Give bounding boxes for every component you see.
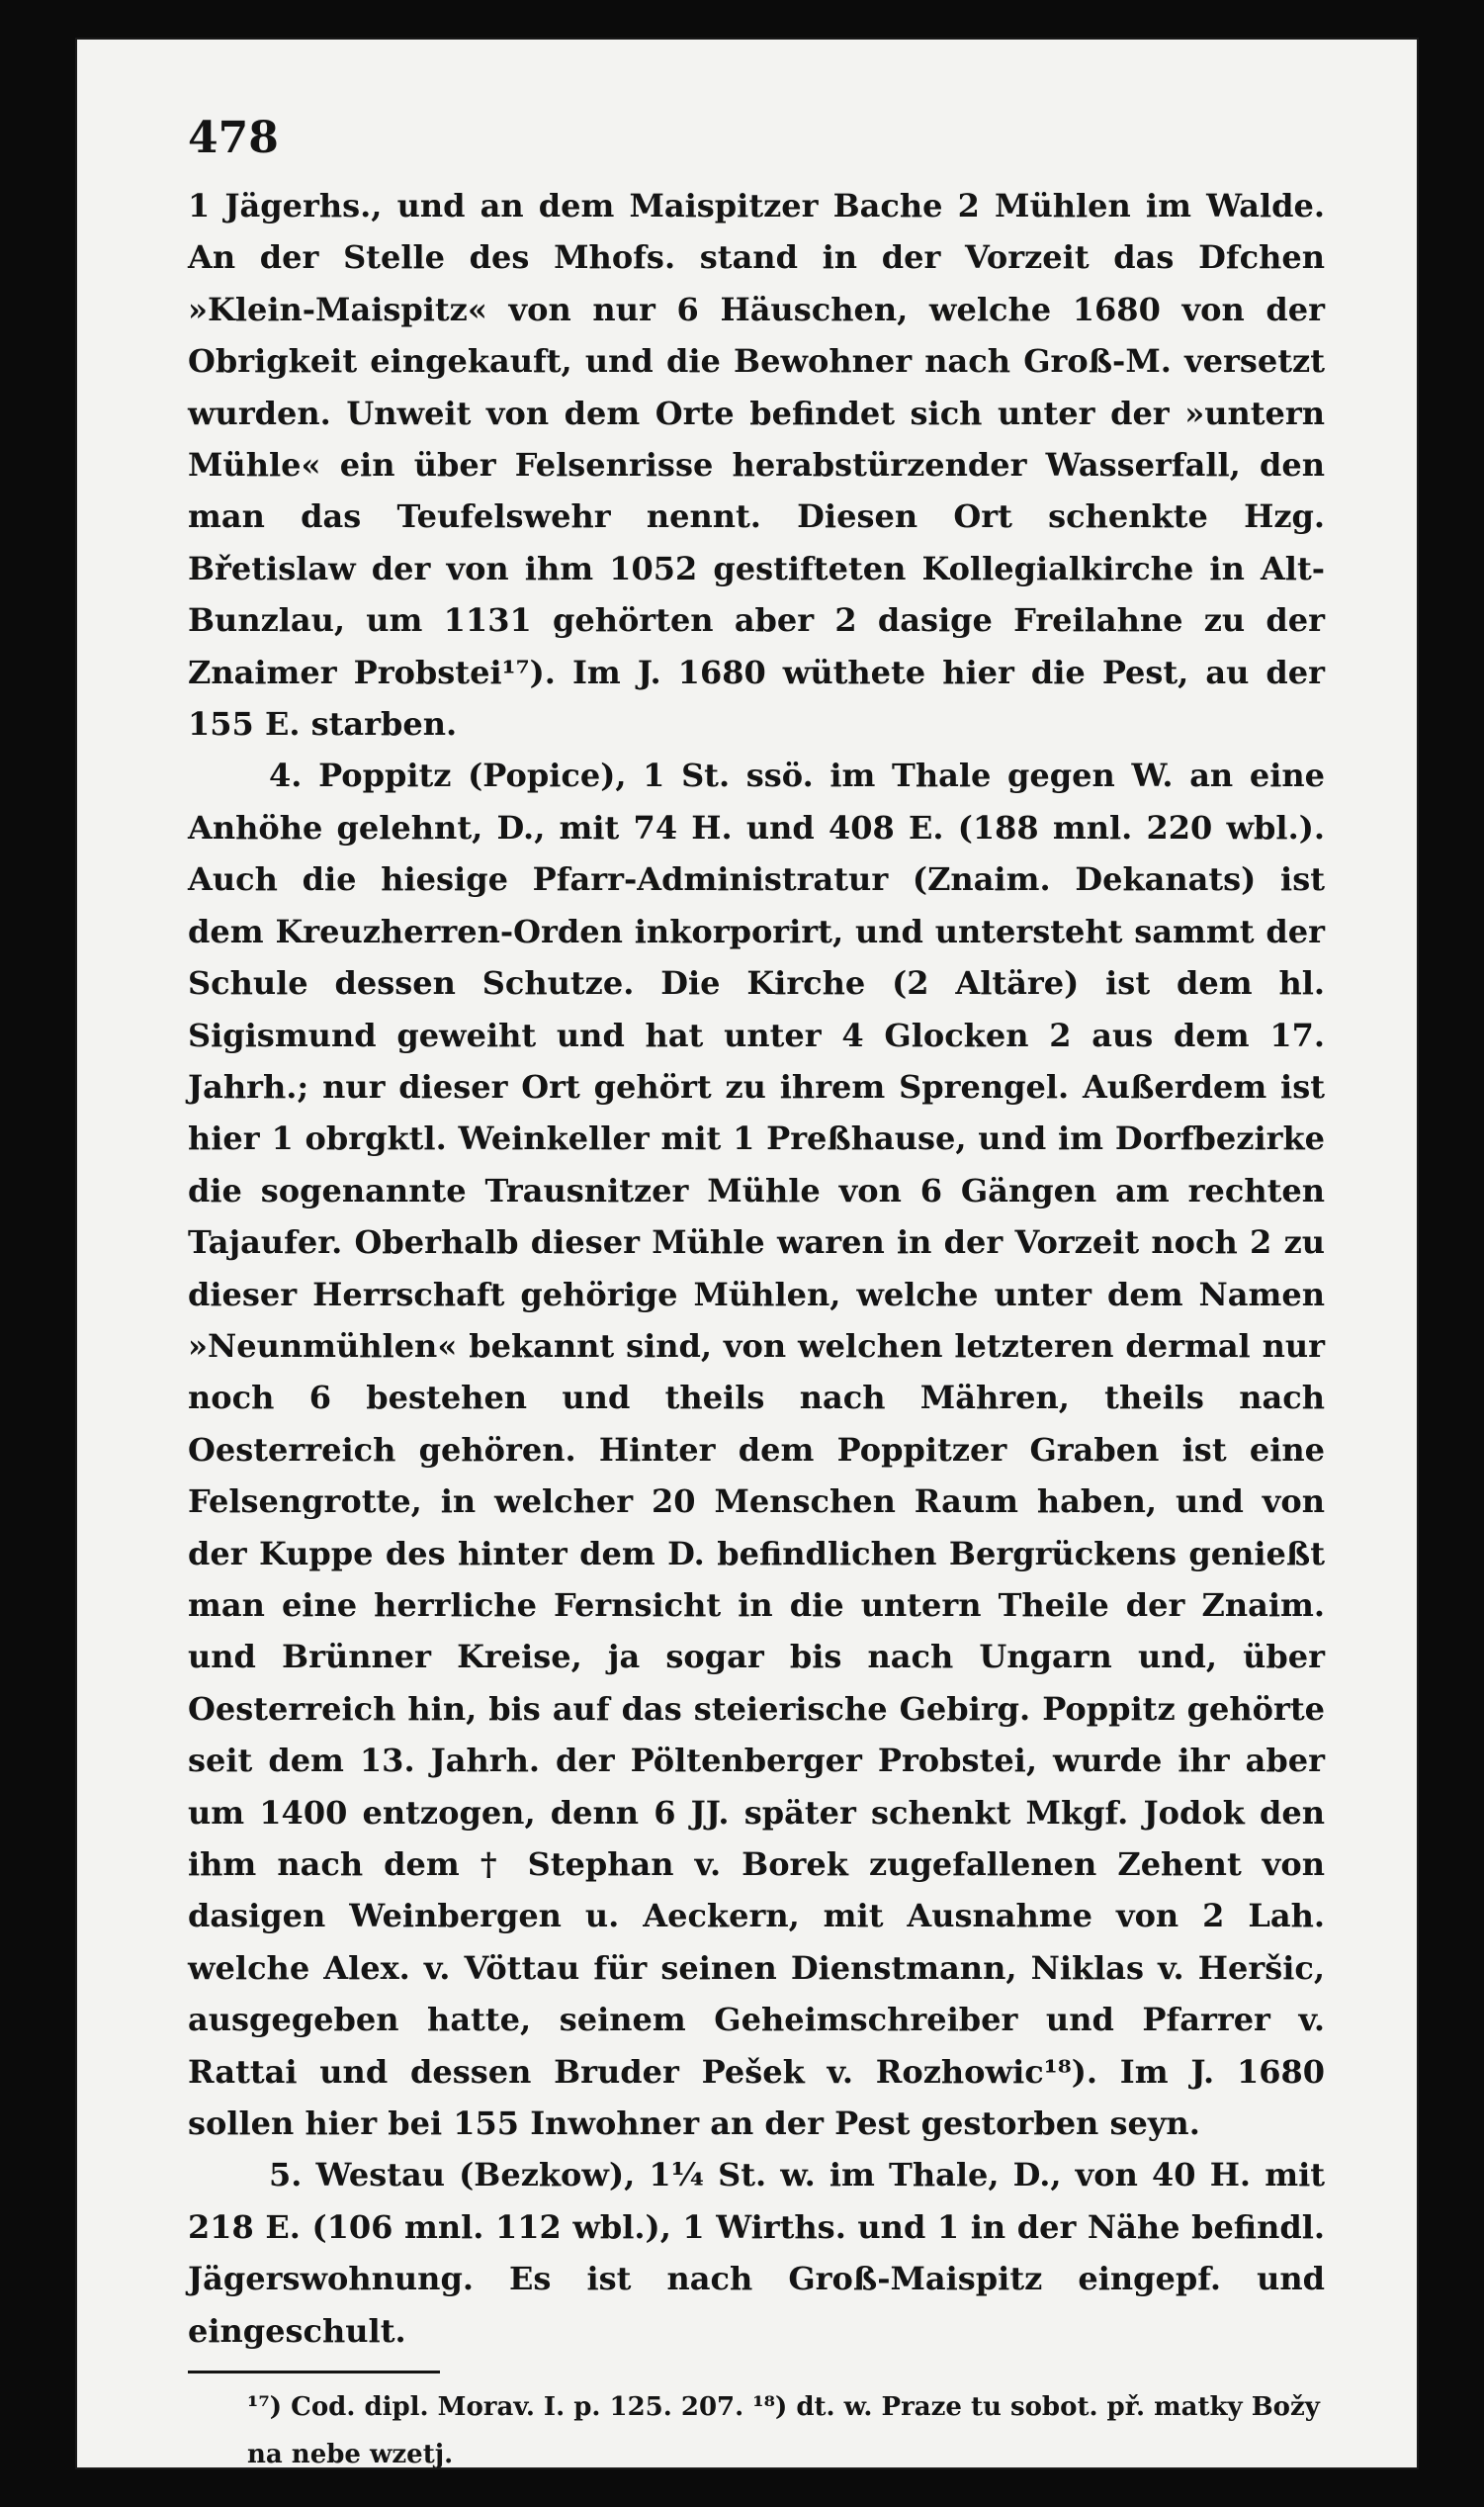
paragraph-maispitz-continued: 1 Jägerhs., und an dem Maispitzer Bache 2 Mühlen im Walde. An der Stelle des Mhofs. stand in der Vorzeit das Dfchen »Klein-Maispitz« von nur 6 Häuschen, welche 1680 von der Obrigkeit eingekauft, und die Bewohner nach Groß-M. versetzt wurden. Unweit von dem Orte befindet sich unter der »untern Mühle« ein über Felsenrisse herabstürzender Wasserfall, den man das Teufelswehr nennt. Diesen Ort schenkte Hzg. Břetislaw der von ihm 1052 gestifteten Kollegialkirche in Alt-Bunzlau, um 1131 gehörten aber 2 dasige Freilahne zu der Znaimer Probstei¹⁷). Im J. 1680 wüthete hier die Pest, au der 155 E. starben. [188, 187, 1325, 744]
page-content [188, 109, 1325, 2478]
paragraph-westau: 5. Westau (Bezkow), 1¼ St. w. im Thale, D., von 40 H. mit 218 E. (106 mnl. 112 wbl.), 1 Wirths. und 1 in der Nähe befindl. Jägerswohnung. Es ist nach Groß-Maispitz eingepf. und eingeschult. [188, 2156, 1325, 2350]
paragraph-poppitz: 4. Poppitz (Popice), 1 St. ssö. im Thale gegen W. an eine Anhöhe gelehnt, D., mit 74 H. und 408 E. (188 mnl. 220 wbl.). Auch die hiesige Pfarr-Administratur (Znaim. Dekanats) ist dem Kreuzherren-Orden inkorporirt, und untersteht sammt der Schule dessen Schutze. Die Kirche (2 Altäre) ist dem hl. Sigismund geweiht und hat unter 4 Glocken 2 aus dem 17. Jahrh.; nur dieser Ort gehört zu ihrem Sprengel. Außerdem ist hier 1 obrgktl. Weinkeller mit 1 Preßhause, und im Dorfbezirke die sogenannte Trausnitzer Mühle von 6 Gängen am rechten Tajaufer. Oberhalb dieser Mühle waren in der Vorzeit noch 2 zu dieser Herrschaft gehörige Mühlen, welche unter dem Namen »Neunmühlen« bekannt sind, von welchen letzteren dermal nur noch 6 bestehen und theils nach Mähren, theils nach Oesterreich gehören. Hinter dem Poppitzer Graben ist eine Felsengrotte, in welcher 20 Menschen Raum haben, und von der Kuppe des hinter dem D. befindlichen Bergrückens genießt man eine herrliche Fernsicht in die untern Theile der Znaim. und Brünner Kreise, ja sogar bis nach Ungarn und, über Oesterreich hin, bis auf das steierische Gebirg. Poppitz gehörte seit dem 13. Jahrh. der Pöltenberger Probstei, wurde ihr aber um 1400 entzogen, denn 6 JJ. später schenkt Mkgf. Jodok den ihm nach dem † Stephan v. Borek zugefallenen Zehent von dasigen Weinbergen u. Aeckern, mit Ausnahme von 2 Lah. welche Alex. v. Vöttau für seinen Dienstmann, Niklas v. Heršic, ausgegeben hatte, seinem Geheimschreiber und Pfarrer v. Rattai und dessen Bruder Pešek v. Rozhowic¹⁸). Im J. 1680 sollen hier bei 155 Inwohner an der Pest gestorben seyn. [188, 757, 1325, 2143]
book-page [77, 40, 1417, 2470]
footnotes: ¹⁷) Cod. dipl. Morav. I. p. 125. 207. ¹⁸) dt. w. Praze tu sobot. př. matky Božy na nebe wzetj. [247, 2392, 1320, 2470]
page-number: 478 [188, 113, 279, 163]
footnote-divider [188, 2371, 440, 2373]
